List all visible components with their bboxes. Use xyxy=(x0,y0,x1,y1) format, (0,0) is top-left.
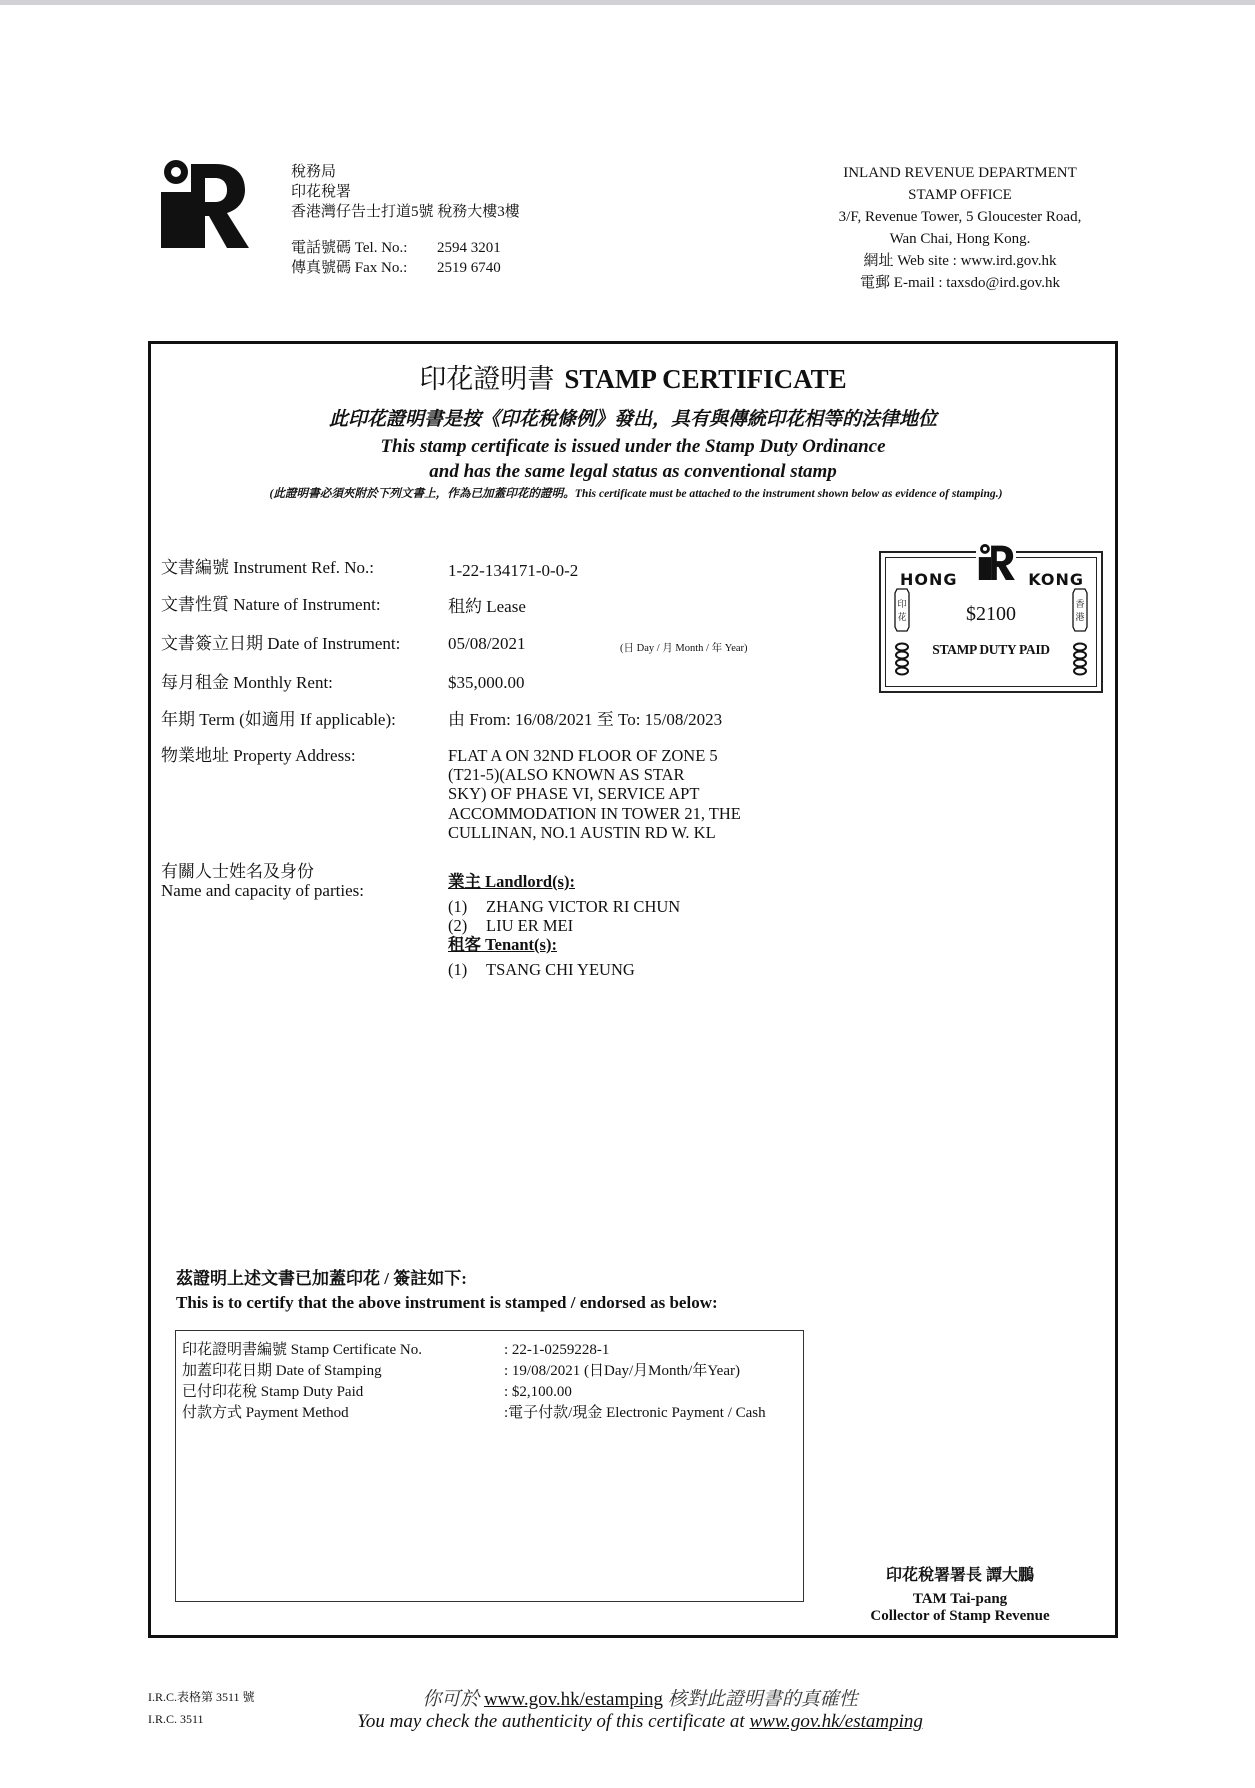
verify-link-en[interactable]: www.gov.hk/estamping xyxy=(749,1711,923,1732)
email: 電郵 E-mail : taxsdo@ird.gov.hk xyxy=(860,275,1060,291)
verify-zh-part1: 你可於 xyxy=(422,1689,480,1710)
detail-value: :電子付款/現金 Electronic Payment / Cash xyxy=(504,1405,766,1421)
detail-label: 付款方式 Payment Method xyxy=(182,1405,349,1421)
detail-value: : 19/08/2021 (日Day/月Month/年Year) xyxy=(504,1363,740,1379)
verify-en-text: You may check the authenticity of this certificate at xyxy=(357,1711,745,1732)
party-name: ZHANG VICTOR RI CHUN xyxy=(486,897,681,916)
verify-link-zh[interactable]: www.gov.hk/estamping xyxy=(483,1689,664,1710)
tel-value: 2594 3201 xyxy=(437,240,501,256)
dept-name-en: INLAND REVENUE DEPARTMENT xyxy=(843,165,1077,181)
parties-label-zh: 有關人士姓名及身份 xyxy=(161,862,314,881)
party-number: (1) xyxy=(448,960,468,979)
tenant-heading: 租客 Tenant(s): xyxy=(448,935,557,954)
detail-label: 加蓋印花日期 Date of Stamping xyxy=(182,1363,382,1379)
address-label: 物業地址 Property Address: xyxy=(161,746,356,765)
party-number: (1) xyxy=(448,897,468,916)
nature-label: 文書性質 Nature of Instrument: xyxy=(161,595,381,614)
stamp-hong: HONG xyxy=(900,570,958,589)
tel-label: 電話號碼 Tel. No.: xyxy=(291,240,408,256)
office-address-en xyxy=(790,162,1130,294)
certification-heading-zh: 茲證明上述文書已加蓋印花 / 簽註如下: xyxy=(176,1269,467,1288)
certification-heading-en: This is to certify that the above instrument is stamped / endorsed as below: xyxy=(176,1293,718,1312)
date-format-hint: (日 Day / 月 Month / 年 Year) xyxy=(620,643,748,654)
seal-right-icon xyxy=(1071,587,1089,633)
verify-zh-part2: 核對此證明書的真確性 xyxy=(667,1689,858,1710)
stamp-duty-paid-stamp xyxy=(879,551,1103,693)
collector-name-en: TAM Tai-pang xyxy=(912,1591,1008,1607)
table-row xyxy=(182,1341,610,1360)
table-row xyxy=(182,1404,766,1423)
fax-value: 2519 6740 xyxy=(437,260,501,276)
attachment-note: (此證明書必須夾附於下列文書上，作為已加蓋印花的證明。This certificate must be attached to the instrument shown below as evidence of stamping.) xyxy=(269,487,1003,500)
title-zh: 印花證明書 xyxy=(419,364,555,394)
parties-label-en: Name and capacity of parties: xyxy=(161,881,364,900)
address-en-1: 3/F, Revenue Tower, 5 Gloucester Road, xyxy=(838,209,1082,225)
coil-right-icon xyxy=(1072,642,1088,678)
ird-logo-icon xyxy=(157,160,249,248)
verify-line-zh xyxy=(300,1684,980,1711)
rent-value: $35,000.00 xyxy=(448,673,525,692)
subtitle-zh: 此印花證明書是按《印花稅條例》發出，具有與傳統印花相等的法律地位 xyxy=(328,409,937,430)
coil-left-icon xyxy=(894,642,910,678)
ird-mini-logo-icon xyxy=(976,544,1016,580)
office-address-zh xyxy=(291,162,520,278)
svg-text:香: 香 xyxy=(1075,600,1085,610)
list-item xyxy=(448,960,680,979)
collector-title-zh: 印花稅署署長 譚大鵬 xyxy=(885,1567,1034,1584)
top-border xyxy=(0,0,1255,5)
address-en-2: Wan Chai, Hong Kong. xyxy=(889,231,1031,247)
address-line: SKY) OF PHASE VI, SERVICE APT xyxy=(448,784,700,804)
landlord-heading: 業主 Landlord(s): xyxy=(448,872,575,891)
subtitle-en-2: and has the same legal status as conventional stamp xyxy=(429,461,837,482)
stamp-amount: $2100 xyxy=(966,603,1016,625)
term-value: 由 From: 16/08/2021 至 To: 15/08/2023 xyxy=(448,710,723,729)
dept-name-zh: 稅務局 xyxy=(291,164,337,180)
svg-text:印: 印 xyxy=(897,600,907,610)
address-line: ACCOMMODATION IN TOWER 21, THE xyxy=(448,803,741,823)
table-row xyxy=(182,1383,572,1402)
term-label: 年期 Term (如適用 If applicable): xyxy=(161,710,396,729)
stamp-inner-border xyxy=(885,557,1097,687)
website: 網址 Web site : www.ird.gov.hk xyxy=(863,253,1057,269)
address-zh: 香港灣仔告士打道5號 稅務大樓3樓 xyxy=(291,204,520,220)
collector-title-en: Collector of Stamp Revenue xyxy=(870,1608,1050,1624)
nature-value: 租約 Lease xyxy=(448,597,526,616)
subtitle-en-1: This stamp certificate is issued under the Stamp Duty Ordinance xyxy=(380,436,886,457)
address-line: CULLINAN, NO.1 AUSTIN RD W. KL xyxy=(448,822,716,842)
stamping-details-box xyxy=(175,1330,804,1602)
parties-label xyxy=(161,862,364,900)
fax-label: 傳真號碼 Fax No.: xyxy=(291,260,408,276)
verify-line-en xyxy=(300,1711,980,1733)
detail-value: : $2,100.00 xyxy=(504,1384,572,1400)
form-code-en: I.R.C. 3511 xyxy=(148,1712,204,1726)
svg-text:港: 港 xyxy=(1075,613,1085,623)
party-name: LIU ER MEI xyxy=(486,916,574,935)
address-line: FLAT A ON 32ND FLOOR OF ZONE 5 xyxy=(448,746,718,765)
seal-left-icon xyxy=(893,587,911,633)
detail-label: 已付印花稅 Stamp Duty Paid xyxy=(182,1384,364,1400)
detail-value: : 22-1-0259228-1 xyxy=(504,1342,610,1358)
certificate-title xyxy=(148,362,1118,396)
ref-label: 文書編號 Instrument Ref. No.: xyxy=(161,558,374,577)
table-row xyxy=(182,1362,740,1381)
date-label: 文書簽立日期 Date of Instrument: xyxy=(161,634,401,653)
detail-label: 印花證明書編號 Stamp Certificate No. xyxy=(182,1342,422,1358)
list-item xyxy=(448,916,680,935)
title-en: STAMP CERTIFICATE xyxy=(564,364,847,394)
party-name: TSANG CHI YEUNG xyxy=(486,960,635,979)
list-item xyxy=(448,897,680,916)
date-value: 05/08/2021 xyxy=(448,634,526,653)
form-code-zh: I.R.C.表格第 3511 號 xyxy=(148,1690,255,1704)
address-line: (T21-5)(ALSO KNOWN AS STAR xyxy=(448,765,685,785)
ref-value: 1-22-134171-0-0-2 xyxy=(448,561,579,580)
property-address xyxy=(448,746,741,842)
rent-label: 每月租金 Monthly Rent: xyxy=(161,673,333,692)
office-name-en: STAMP OFFICE xyxy=(908,187,1012,203)
parties-list xyxy=(448,872,680,979)
stamp-kong: KONG xyxy=(1028,570,1084,589)
svg-text:花: 花 xyxy=(897,613,907,623)
stamp-paid-text: STAMP DUTY PAID xyxy=(932,642,1050,657)
party-number: (2) xyxy=(448,916,468,935)
office-name-zh: 印花稅署 xyxy=(291,184,352,200)
